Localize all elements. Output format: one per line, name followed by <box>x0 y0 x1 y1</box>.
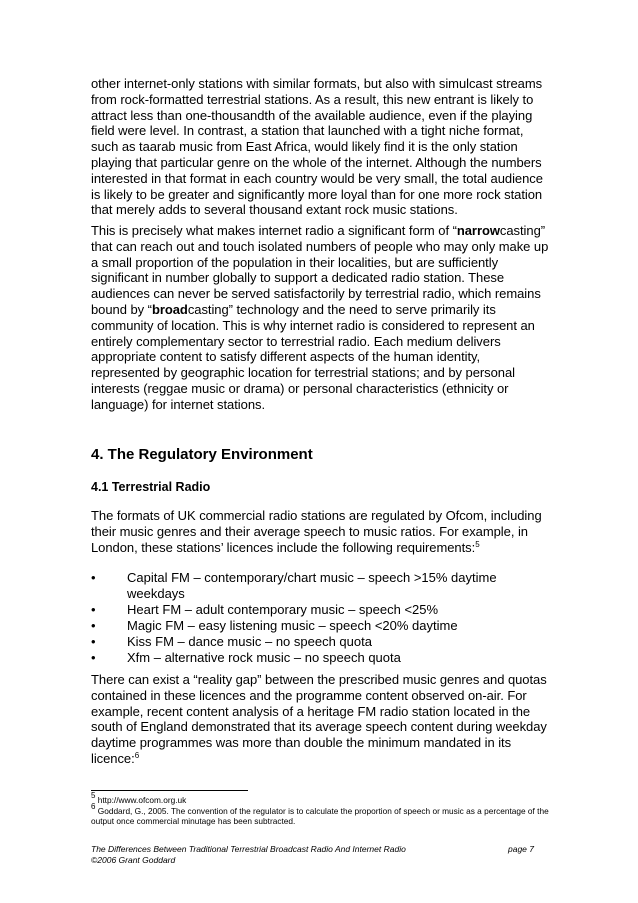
emphasis-narrow: narrow <box>456 223 500 238</box>
paragraph-text: other internet-only stations with similar formats, but also with simulcast streams from rock-formatted terrestrial stations. As a result, this new entrant is likely to attract less than one-thousandth of the available audience, even if the playing field were level. In contrast, a station that launched with a tight niche format, such as taarab music from East Africa, would likely find it is the only station playing that particular genre on the whole of the internet. Although the numbers interested in that format in each country would be very small, the total audience is likely to be greater and significantly more loyal than for one more rock station that merely adds to several thousand extant rock music stations. <box>91 76 543 218</box>
footnotes <box>91 791 549 827</box>
page-number: page 7 <box>508 844 534 854</box>
bullet-icon: • <box>91 634 96 649</box>
footnote-6: $^6$ Goddard, G., 2005. The convention of the regulator is to calculate the proportion of speech or music as a percentage of the output once commercial minutage has been subtracted. <box>91 801 549 826</box>
subsection-heading <box>91 480 549 494</box>
list-item: • Kiss FM – dance music – no speech quota <box>91 634 372 649</box>
paragraph-text: The formats of UK commercial radio stations are regulated by Ofcom, including their music genres and their average speech to music ratios. For example, in London, these stations’ licences include the following requirements:$^5$ <box>91 508 542 555</box>
footnote-ref-5: 5 <box>475 539 480 549</box>
paragraph-text: There can exist a “reality gap” between the prescribed music genres and quotas contained in these licences and the programme content observed on-air. For example, recent content analysis of a heritage FM radio station located in the south of England demonstrated that its average speech content during weekday daytime programmes was more than double the minimum mandated in its licence:$^6$ <box>91 672 547 766</box>
paragraph-reality-gap <box>91 672 549 767</box>
footer-copyright: ©2006 Grant Goddard <box>91 855 176 865</box>
section-title: 4. The Regulatory Environment <box>91 446 313 463</box>
station-requirements-list <box>91 570 549 666</box>
bullet-icon: • <box>91 570 96 585</box>
footer-title: The Differences Between Traditional Terrestrial Broadcast Radio And Internet Radio <box>91 844 406 854</box>
footnote-5: $^5$ http://www.ofcom.org.uk <box>91 791 187 805</box>
list-item: • Xfm – alternative rock music – no speech quota <box>91 650 401 665</box>
list-item: • Heart FM – adult contemporary music – speech <25% <box>91 602 439 617</box>
bullet-icon: • <box>91 650 96 665</box>
section-heading <box>91 446 549 463</box>
emphasis-broad: broad <box>151 301 188 317</box>
paragraph-narrowcasting <box>91 223 549 413</box>
bullet-icon: • <box>91 602 96 617</box>
subsection-title: 4.1 Terrestrial Radio <box>91 480 211 494</box>
list-item: • Magic FM – easy listening music – speech <20% daytime <box>91 618 458 633</box>
paragraph-ofcom <box>91 508 549 555</box>
footnote-ref-6: 6 <box>134 750 140 760</box>
paragraph-text: This is precisely what makes internet radio a significant form of “narrowcasting” that can reach out and touch isolated numbers of people who may only make up a small proportion of the population in their localities, but are sufficiently significant in number globally to support a dedicated radio station. These audiences can never be served satisfactorily by terrestrial radio, which remains bound by “broadcasting” technology and the need to serve primarily its community of location. This is why internet radio is considered to represent an entirely complementary sector to terrestrial radio. Each medium delivers appropriate content to satisfy different aspects of the human identity, represented by geographic location for terrestrial stations; and by personal interests (reggae music or drama) or personal characteristics (ethnicity or language) for internet stations. <box>91 223 549 412</box>
bullet-icon: • <box>91 618 96 633</box>
list-item: • Capital FM – contemporary/chart music – speech >15% daytime weekdays <box>91 570 497 601</box>
paragraph-internet-niche <box>91 76 549 218</box>
footnote-divider <box>91 790 248 791</box>
page-footer <box>91 844 501 866</box>
